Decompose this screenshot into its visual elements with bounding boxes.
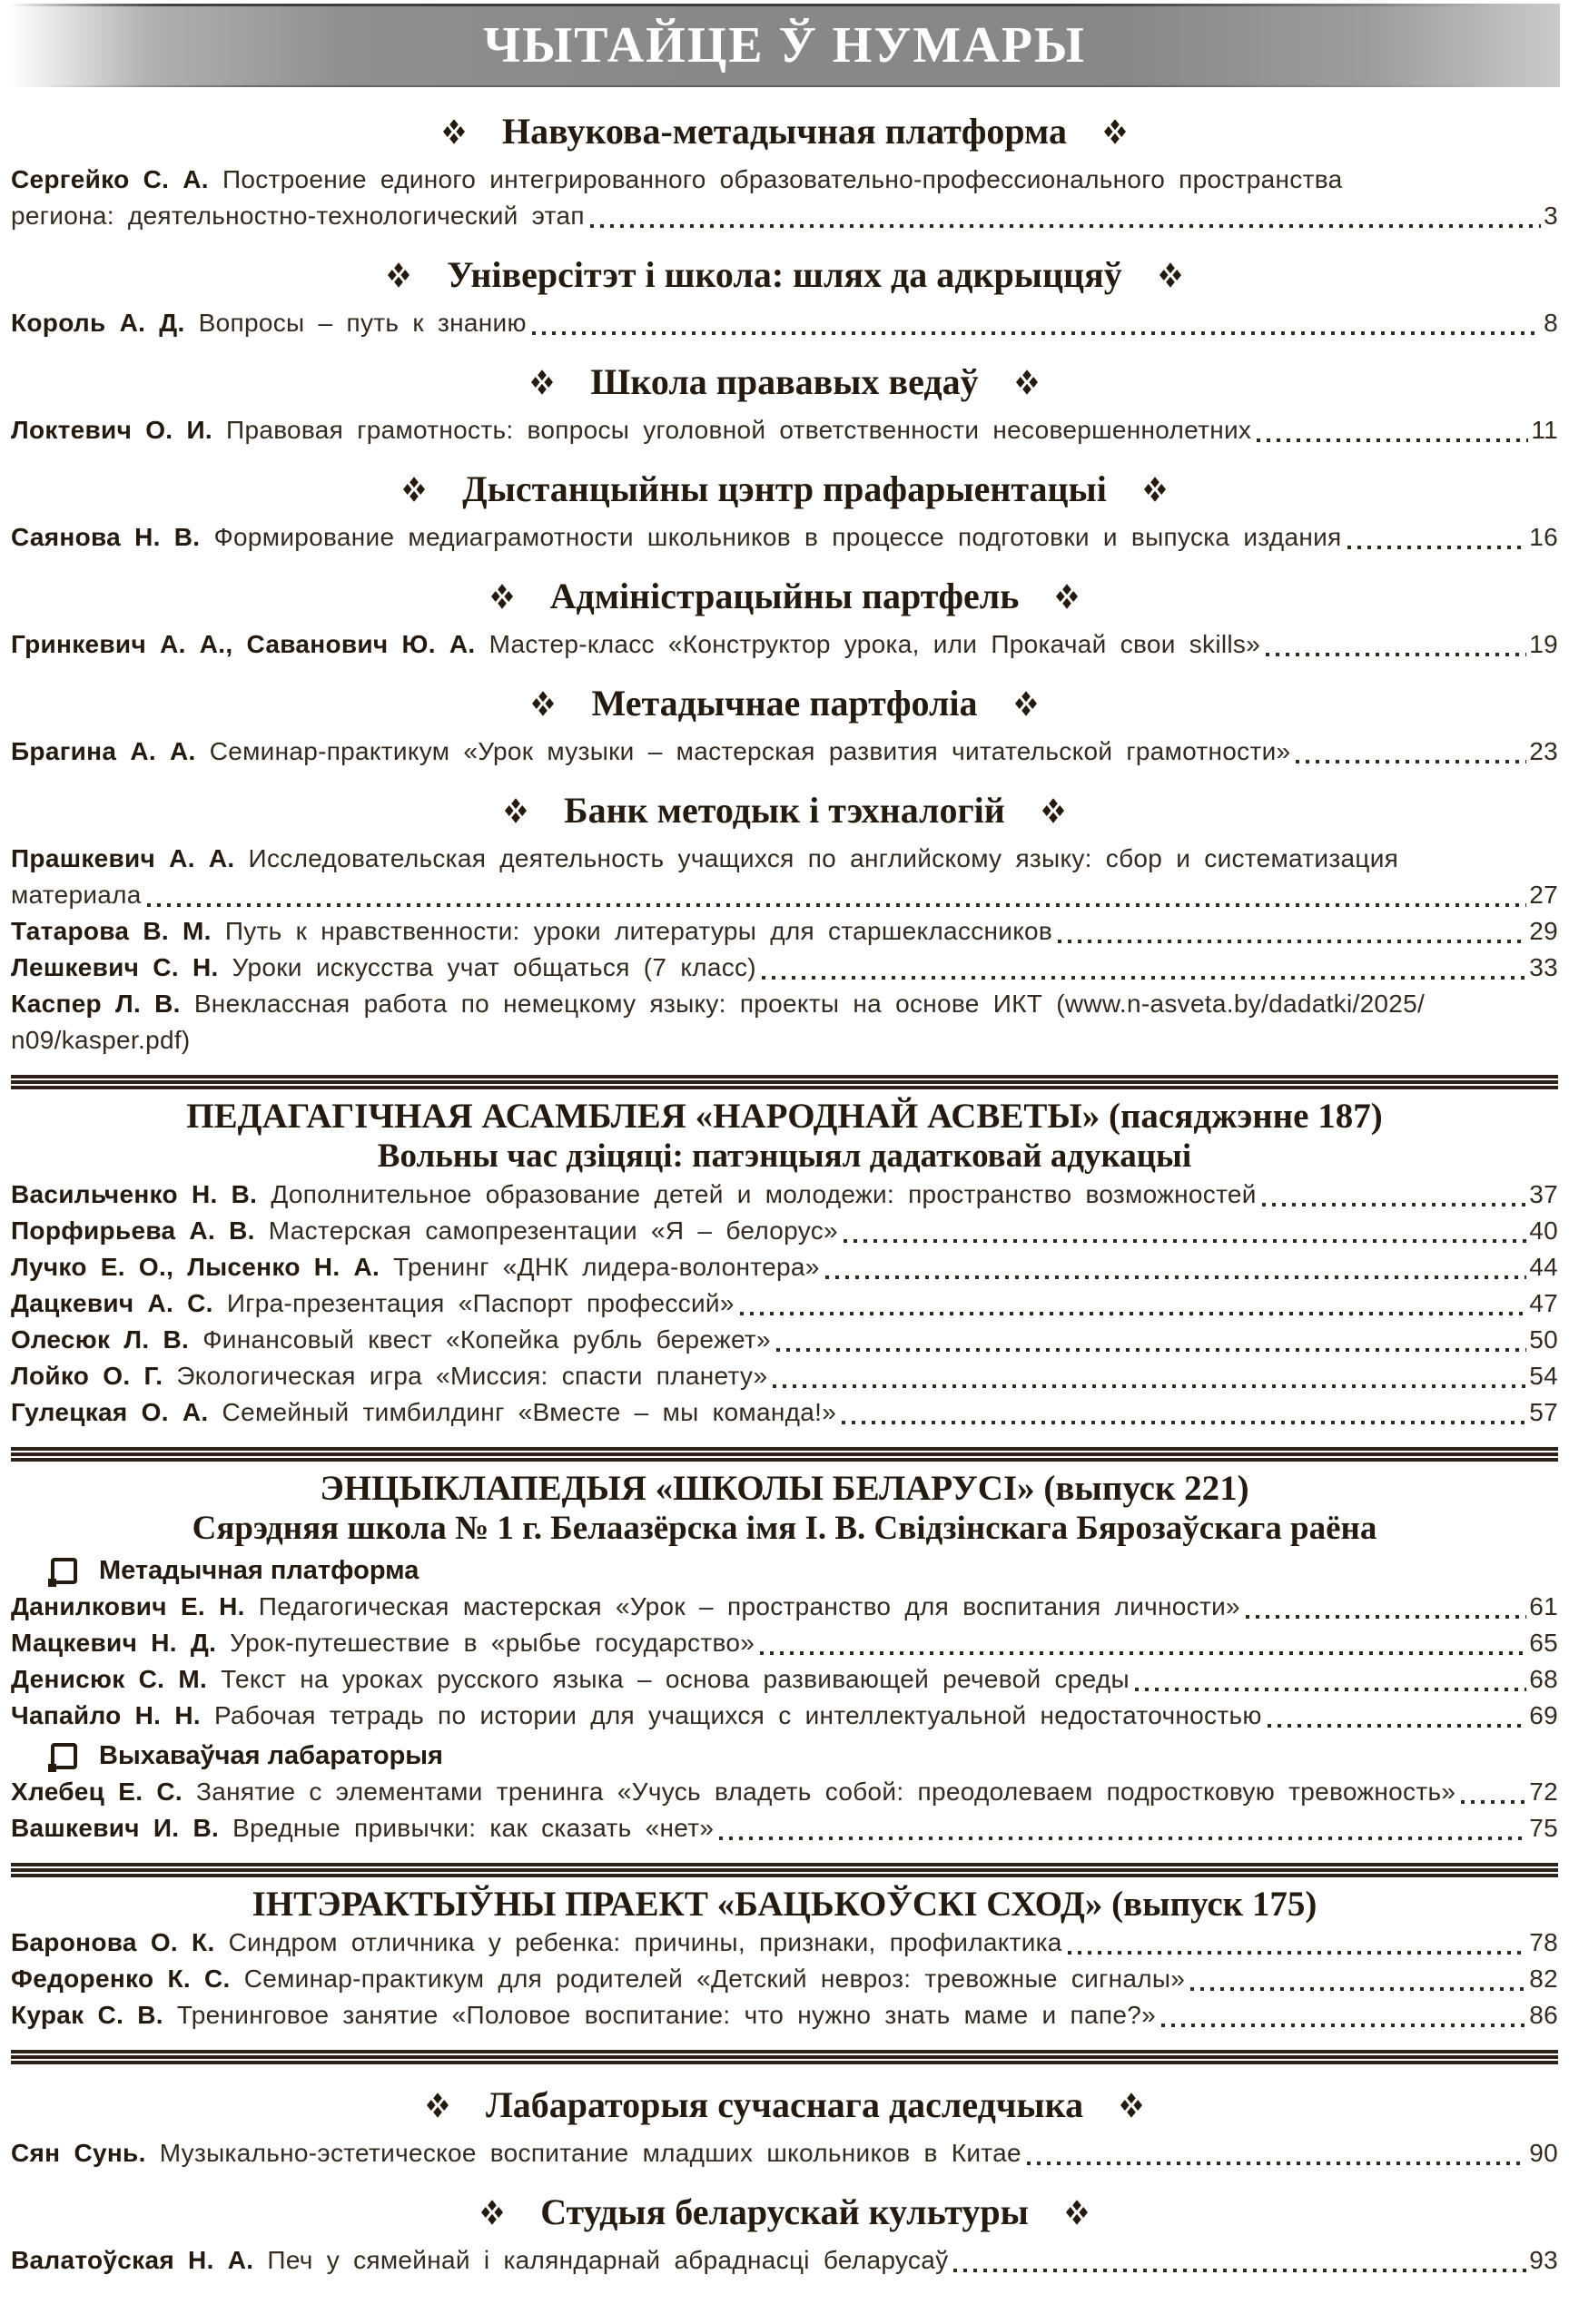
four-diamonds-icon	[529, 690, 557, 717]
entry-title: Построение единого интегрированного образовательно-профессионального пространства	[222, 165, 1343, 193]
author-name: Дацкевич А. С.	[11, 1289, 227, 1317]
page-number: 75	[1529, 1814, 1558, 1842]
toc-entry-line	[11, 1961, 1558, 1997]
page-number: 50	[1529, 1325, 1558, 1354]
toc-entry-line	[11, 950, 1558, 986]
assembly-title: ЭНЦЫКЛАПЕДЫЯ «ШКОЛЫ БЕЛАРУСІ» (выпуск 221)	[320, 1469, 1249, 1508]
four-diamonds-icon	[424, 2092, 451, 2119]
toc-content	[0, 111, 1569, 2279]
dot-leader	[1135, 1688, 1526, 1691]
bullet-heading	[11, 1552, 1558, 1589]
toc-entry	[11, 412, 1558, 448]
entry-title: Урок-путешествие в «рыбье государство»	[230, 1629, 755, 1657]
author-name: Данилкович Е. Н.	[11, 1592, 259, 1620]
toc-entry	[11, 1810, 1558, 1846]
author-name: Олесюк Л. В.	[11, 1325, 203, 1354]
section-heading-text: Лабараторыя сучаснага даследчыка	[485, 2084, 1084, 2125]
toc-entry	[11, 519, 1558, 556]
page-number: 65	[1529, 1629, 1558, 1657]
entry-title: Правовая грамотность: вопросы уголовной ответственности несовершеннолетних	[226, 416, 1252, 444]
toc-entry-line	[11, 412, 1558, 448]
dot-leader	[1268, 1724, 1527, 1728]
entry-title: Тренинг «ДНК лидера-волонтера»	[393, 1253, 820, 1281]
page-number: 44	[1529, 1253, 1558, 1281]
author-name: Мацкевич Н. Д.	[11, 1629, 231, 1657]
entry-title: Рабочая тетрадь по истории для учащихся с интеллектуальной недостаточностью	[214, 1701, 1262, 1729]
toc-entry-line	[11, 1322, 1558, 1358]
toc-entry	[11, 1925, 1558, 1961]
author-name: Хлебец Е. С.	[11, 1777, 197, 1806]
entry-title: Семинар-практикум для родителей «Детский невроз: тревожные сигналы»	[243, 1965, 1186, 1993]
section-divider	[11, 1447, 1558, 1462]
four-diamonds-icon	[385, 261, 412, 289]
entry-title: Финансовый квест «Копейка рубль бережет»	[202, 1325, 771, 1354]
author-name: Татарова В. М.	[11, 917, 225, 945]
entry-title: Занятие с элементами тренинга «Учусь владеть собой: преодолеваем подростковую тревожность»	[196, 1777, 1456, 1806]
four-diamonds-icon	[1101, 118, 1129, 145]
section-heading-text: Дыстанцыйны цэнтр прафарыентацыі	[462, 468, 1107, 509]
entry-title: Текст на уроках русского языка – основа развивающей речевой среды	[221, 1665, 1130, 1693]
toc-entry	[11, 950, 1558, 986]
author-name: Васильченко Н. В.	[11, 1180, 271, 1208]
bullet-heading-label: Метадычная платформа	[99, 1556, 419, 1585]
entry-title: Дополнительное образование детей и молодежи: пространство возможностей	[271, 1180, 1257, 1208]
toc-entry-line	[11, 734, 1558, 770]
toc-entry-line	[11, 1625, 1558, 1661]
toc-entry	[11, 1285, 1558, 1322]
section-divider	[11, 1863, 1558, 1877]
toc-entry-line	[11, 1177, 1558, 1213]
section-divider	[11, 2050, 1558, 2064]
entry-title: Путь к нравственности: уроки литературы для старшеклассников	[224, 917, 1053, 945]
page-number: 72	[1529, 1777, 1558, 1806]
page-number: 23	[1529, 737, 1558, 765]
section-heading	[11, 683, 1558, 724]
four-diamonds-icon	[1040, 797, 1067, 824]
four-diamonds-icon	[488, 583, 516, 610]
dot-leader	[760, 1651, 1526, 1655]
section-heading	[11, 468, 1558, 510]
four-diamonds-icon	[502, 797, 529, 824]
dot-leader	[1246, 1615, 1526, 1619]
section-heading	[11, 361, 1558, 403]
entry-title: Исследовательская деятельность учащихся по английскому языку: сбор и систематизация	[248, 844, 1399, 872]
page-number: 40	[1529, 1216, 1558, 1245]
author-name: Каспер Л. В.	[11, 990, 194, 1018]
dot-leader	[1161, 2024, 1526, 2027]
entry-title: Внеклассная работа по немецкому языку: проекты на основе ИКТ (www.n-asveta.by/dadatki/2025/	[193, 990, 1426, 1018]
toc-entry-line	[11, 198, 1558, 234]
author-name: Лойко О. Г.	[11, 1362, 177, 1390]
toc-entry	[11, 305, 1558, 341]
toc-entry	[11, 1661, 1558, 1698]
dot-leader	[953, 2269, 1526, 2272]
dot-leader	[776, 1348, 1526, 1352]
assembly-heading-block	[11, 1885, 1558, 1925]
toc-entry-line	[11, 913, 1558, 950]
four-diamonds-icon	[1063, 2199, 1090, 2226]
toc-entry-line	[11, 1589, 1558, 1625]
toc-entry-line	[11, 1022, 1558, 1059]
section-heading-text: Школа прававых ведаў	[590, 361, 979, 402]
page-number: 82	[1529, 1965, 1558, 1993]
author-name: Гринкевич А. А., Саванович Ю. А.	[11, 630, 489, 658]
dot-leader	[762, 976, 1526, 980]
entry-title: Экологическая игра «Миссия: спасти планету»	[176, 1362, 768, 1390]
page-number: 54	[1529, 1362, 1558, 1390]
page-number: 8	[1544, 309, 1558, 337]
dot-leader	[1266, 653, 1526, 656]
assembly-heading-block	[11, 1469, 1558, 1549]
toc-entry-line	[11, 1661, 1558, 1698]
author-name: Вашкевич И. В.	[11, 1814, 233, 1842]
page-number: 37	[1529, 1180, 1558, 1208]
bullet-heading	[11, 1738, 1558, 1774]
page-number: 86	[1529, 2001, 1558, 2029]
section-heading	[11, 576, 1558, 617]
toc-entry	[11, 1213, 1558, 1249]
page-number: 47	[1529, 1289, 1558, 1317]
toc-entry-line	[11, 626, 1558, 663]
toc-entry	[11, 626, 1558, 663]
author-name: Прашкевич А. А.	[11, 844, 249, 872]
toc-entry	[11, 1177, 1558, 1213]
entry-title: материала	[11, 881, 142, 909]
dot-leader	[1068, 1951, 1527, 1955]
entry-title: Уроки искусства учат общаться (7 класс)	[232, 953, 756, 981]
assembly-title: ІНТЭРАКТЫЎНЫ ПРАЕКТ «БАЦЬКОЎСКІ СХОД» (выпуск 175)	[252, 1885, 1317, 1924]
four-diamonds-icon	[400, 476, 428, 503]
author-name: Чапайло Н. Н.	[11, 1701, 215, 1729]
four-diamonds-icon	[479, 2199, 506, 2226]
section-heading-text: Банк методык і тэхналогій	[564, 790, 1005, 831]
dot-leader	[844, 1239, 1526, 1243]
entry-title: Игра-презентация «Паспорт профессий»	[226, 1289, 735, 1317]
dot-leader	[719, 1837, 1526, 1840]
toc-entry	[11, 1961, 1558, 1997]
toc-entry-line	[11, 1810, 1558, 1846]
dot-leader	[842, 1421, 1526, 1424]
author-name: Баронова О. К.	[11, 1928, 229, 1956]
assembly-subtitle: Сярэдняя школа № 1 г. Белаазёрска імя І. В. Свідзінскага Бярозаўскага раёна	[192, 1510, 1377, 1547]
journal-banner	[9, 4, 1560, 87]
toc-entry	[11, 1774, 1558, 1810]
author-name: Федоренко К. С.	[11, 1965, 244, 1993]
dot-leader	[740, 1312, 1527, 1315]
toc-entry	[11, 734, 1558, 770]
dot-leader	[1190, 1987, 1526, 1991]
banner-title: ЧЫТАЙЦЕ Ў НУМАРЫ	[483, 17, 1086, 74]
author-name: Лешкевич С. Н.	[11, 953, 232, 981]
author-name: Сергейко С. А.	[11, 165, 222, 193]
entry-title: Тренинговое занятие «Половое воспитание: что нужно знать маме и папе?»	[176, 2001, 1156, 2029]
page-number: 90	[1529, 2139, 1558, 2167]
author-name: Лучко Е. О., Лысенко Н. А.	[11, 1253, 394, 1281]
dot-leader	[1296, 760, 1526, 763]
toc-entry	[11, 2135, 1558, 2171]
section-divider	[11, 1075, 1558, 1089]
page-number: 19	[1529, 630, 1558, 658]
section-heading-text: Універсітэт і школа: шлях да адкрыццяў	[447, 254, 1122, 295]
toc-entry-line	[11, 162, 1558, 198]
toc-entry-line	[11, 1925, 1558, 1961]
toc-entry	[11, 1589, 1558, 1625]
toc-entry-line	[11, 1249, 1558, 1285]
dot-leader	[532, 331, 1541, 335]
entry-title: Вредные привычки: как сказать «нет»	[232, 1814, 715, 1842]
entry-title: Печ у сямейнай і каляндарнай абраднасці беларусаў	[267, 2246, 949, 2274]
entry-title: n09/kasper.pdf)	[11, 1026, 191, 1054]
assembly-heading-block	[11, 1097, 1558, 1177]
dot-leader	[147, 903, 1527, 907]
author-name: Денисюк С. М.	[11, 1665, 222, 1693]
entry-title: Мастер-класс «Конструктор урока, или Прокачай свои skills»	[488, 630, 1261, 658]
toc-entry	[11, 841, 1558, 913]
toc-entry-line	[11, 519, 1558, 556]
entry-title: Вопросы – путь к знанию	[198, 309, 527, 337]
four-diamonds-icon	[1118, 2092, 1145, 2119]
page-number: 61	[1529, 1592, 1558, 1620]
toc-entry-line	[11, 841, 1558, 877]
toc-entry-line	[11, 1213, 1558, 1249]
author-name: Порфирьева А. В.	[11, 1216, 269, 1245]
toc-entry	[11, 986, 1558, 1059]
author-name: Курак С. В.	[11, 2001, 177, 2029]
dot-leader	[773, 1384, 1526, 1388]
section-heading-text: Студыя беларускай культуры	[540, 2191, 1029, 2232]
toc-entry	[11, 1698, 1558, 1734]
page-number: 33	[1529, 953, 1558, 981]
toc-entry	[11, 913, 1558, 950]
page-number: 3	[1544, 202, 1558, 230]
dot-leader	[1461, 1800, 1526, 1804]
shadowed-square-icon	[51, 1743, 77, 1769]
toc-entry-line	[11, 1774, 1558, 1810]
page-number: 78	[1529, 1928, 1558, 1956]
toc-entry-line	[11, 1285, 1558, 1322]
assembly-title: ПЕДАГАГІЧНАЯ АСАМБЛЕЯ «НАРОДНАЙ АСВЕТЫ» (пасяджэнне 187)	[186, 1097, 1383, 1136]
section-heading	[11, 254, 1558, 296]
dot-leader	[1027, 2162, 1526, 2165]
section-heading	[11, 111, 1558, 153]
four-diamonds-icon	[1012, 690, 1040, 717]
author-name: Гулецкая О. А.	[11, 1398, 222, 1426]
page-number: 68	[1529, 1665, 1558, 1693]
toc-entry	[11, 1625, 1558, 1661]
dot-leader	[1347, 546, 1527, 549]
author-name: Брагина А. А.	[11, 737, 210, 765]
four-diamonds-icon	[1053, 583, 1081, 610]
dot-leader	[1058, 940, 1526, 943]
author-name: Валатоўская Н. А.	[11, 2246, 268, 2274]
section-heading-text: Метадычнае партфоліа	[591, 683, 978, 724]
four-diamonds-icon	[440, 118, 468, 145]
section-heading-text: Навукова-метадычная платформа	[501, 111, 1068, 152]
entry-title: Синдром отличника у ребенка: причины, признаки, профилактика	[228, 1928, 1062, 1956]
dot-leader	[590, 224, 1541, 228]
toc-entry	[11, 1358, 1558, 1394]
section-heading	[11, 790, 1558, 832]
page-number: 69	[1529, 1701, 1558, 1729]
entry-title: региона: деятельностно-технологический этап	[11, 202, 585, 230]
author-name: Сян Сунь.	[11, 2139, 160, 2167]
entry-title: Музыкально-эстетическое воспитание младших школьников в Китае	[159, 2139, 1021, 2167]
entry-title: Формирование медиаграмотности школьников в процессе подготовки и выпуска издания	[213, 523, 1342, 551]
toc-entry-line	[11, 877, 1558, 913]
page-number: 29	[1529, 917, 1558, 945]
toc-entry-line	[11, 1997, 1558, 2034]
toc-entry	[11, 1322, 1558, 1358]
toc-entry-line	[11, 1394, 1558, 1431]
author-name: Король А. Д.	[11, 309, 199, 337]
section-heading	[11, 2191, 1558, 2233]
toc-entry-line	[11, 305, 1558, 341]
page-number: 27	[1529, 881, 1558, 909]
section-heading	[11, 2084, 1558, 2126]
dot-leader	[1257, 438, 1528, 442]
page-number: 57	[1529, 1398, 1558, 1426]
toc-entry-line	[11, 2242, 1558, 2279]
four-diamonds-icon	[528, 369, 556, 396]
entry-title: Семейный тимбилдинг «Вместе – мы команда!»	[222, 1398, 837, 1426]
page-number: 16	[1529, 523, 1558, 551]
entry-title: Мастерская самопрезентации «Я – белорус»	[268, 1216, 838, 1245]
entry-title: Педагогическая мастерская «Урок – пространство для воспитания личности»	[258, 1592, 1240, 1620]
toc-entry-line	[11, 2135, 1558, 2171]
toc-entry	[11, 162, 1558, 234]
author-name: Саянова Н. В.	[11, 523, 214, 551]
shadowed-square-icon	[51, 1558, 77, 1584]
four-diamonds-icon	[1157, 261, 1184, 289]
author-name: Локтевич О. И.	[11, 416, 227, 444]
toc-entry-line	[11, 1358, 1558, 1394]
dot-leader	[825, 1275, 1527, 1279]
toc-entry	[11, 2242, 1558, 2279]
toc-entry-line	[11, 1698, 1558, 1734]
toc-entry-line	[11, 986, 1558, 1022]
toc-entry	[11, 1997, 1558, 2034]
toc-entry	[11, 1249, 1558, 1285]
dot-leader	[1262, 1203, 1527, 1206]
toc-entry	[11, 1394, 1558, 1431]
four-diamonds-icon	[1141, 476, 1169, 503]
bullet-heading-label: Выхаваўчая лабараторыя	[99, 1741, 443, 1770]
entry-title: Семинар-практикум «Урок музыки – мастерская развития читательской грамотности»	[209, 737, 1291, 765]
section-heading-text: Адміністрацыйны партфель	[549, 576, 1020, 616]
page-number: 93	[1529, 2246, 1558, 2274]
assembly-subtitle: Вольны час дзіцяці: патэнцыял дадатковай адукацыі	[377, 1137, 1192, 1175]
page-number: 11	[1531, 416, 1558, 444]
four-diamonds-icon	[1013, 369, 1041, 396]
